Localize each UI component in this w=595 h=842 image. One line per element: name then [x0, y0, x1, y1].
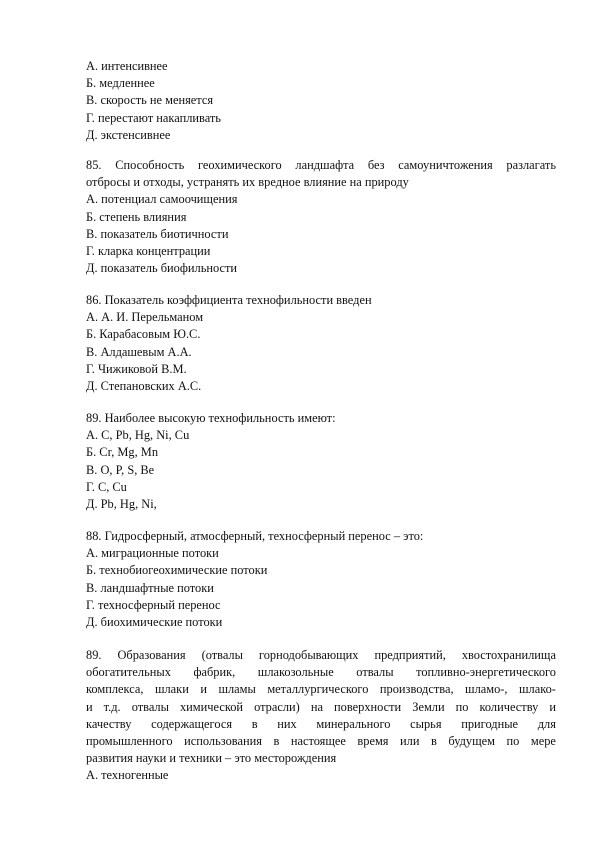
answer-option: Б. технобиогеохимические потоки [86, 563, 268, 578]
word: них [277, 716, 297, 731]
question-text: отбросы и отходы, устранять их вредное влияние на природу [86, 175, 409, 190]
word: т.д. [103, 699, 121, 714]
word: топливно-энергетического [416, 665, 556, 680]
word: (отвалы [201, 648, 243, 662]
answer-option: А. интенсивнее [86, 59, 168, 73]
word: ландшафта [295, 158, 355, 172]
word: или [400, 733, 420, 748]
word: Способность [115, 158, 185, 172]
word: шламо-, [465, 682, 508, 697]
word: время [357, 733, 389, 748]
word: горнодобывающих [258, 648, 359, 662]
word: предприятий, [374, 648, 446, 662]
answer-option: Б. степень влияния [86, 209, 187, 224]
word: без [367, 158, 385, 172]
answer-option: Б. медленнее [86, 76, 155, 91]
word: химической [179, 699, 244, 714]
word: мере [530, 733, 556, 748]
word: пригодные [461, 716, 519, 731]
answer-option: В. показатель биотичности [86, 226, 229, 241]
question-text: 86. Показатель коэффициента технофильности введен [86, 293, 372, 307]
word: Земли [412, 699, 445, 714]
word: Образования [117, 648, 186, 662]
q84-options [86, 58, 556, 144]
question-85 [86, 157, 556, 277]
word: отрасли) [254, 699, 300, 714]
word: разлагать [506, 158, 556, 172]
answer-option: Д. биохимические потоки [86, 614, 223, 629]
word: будущем [448, 733, 496, 748]
word: отвалы [131, 699, 169, 714]
question-text: 89. Наиболее высокую технофильность имеют: [86, 411, 336, 425]
question-text-line [86, 716, 556, 733]
answer-option: Г. Чижиковой В.М. [86, 361, 187, 376]
word: по [506, 733, 520, 748]
question-text-line: развития науки и техники – это месторождения [86, 751, 337, 766]
word: поверхности [334, 699, 402, 714]
question-text-line [86, 647, 556, 664]
word: содержащегося [151, 716, 233, 731]
question-text-line [86, 664, 556, 681]
answer-option: А. C, Pb, Hg, Ni, Cu [86, 428, 190, 443]
word: комплекса, [86, 682, 144, 697]
word: настоящее [290, 733, 346, 748]
answer-option: Д. показатель биофильности [86, 261, 238, 276]
answer-option: Г. техносферный перенос [86, 597, 221, 612]
word: сырья [410, 716, 442, 731]
word: минерального [316, 716, 391, 731]
word: использования [184, 733, 262, 748]
word: фабрик, [193, 665, 236, 680]
word: по [455, 699, 469, 714]
word: хвостохранилища [461, 648, 556, 662]
word: и [200, 682, 207, 697]
question-text-line [86, 681, 556, 698]
answer-option: Б. Cr, Mg, Mn [86, 445, 159, 460]
word: отвалы [356, 665, 394, 680]
answer-option: Г. C, Cu [86, 479, 127, 494]
word: в [251, 716, 258, 731]
answer-option: А. А. И. Перельманом [86, 310, 204, 325]
word: на [310, 699, 323, 714]
question-text-line [86, 699, 556, 716]
answer-option: А. техногенные [86, 768, 169, 783]
word: и [549, 699, 556, 714]
word: количеству [479, 699, 539, 714]
question-89-deposits [86, 647, 556, 785]
word: геохимического [198, 158, 282, 172]
word: шламы [218, 682, 256, 697]
word: в [273, 733, 280, 748]
word: шлако- [519, 682, 556, 697]
question-text-line [86, 733, 556, 750]
word: промышленного [86, 733, 173, 748]
word: шлаки [154, 682, 189, 697]
answer-option: А. миграционные потоки [86, 546, 219, 561]
answer-option: В. Алдашевым А.А. [86, 344, 192, 359]
answer-option: Д. экстенсивнее [86, 127, 171, 142]
answer-option: Г. перестают накапливать [86, 110, 221, 125]
word: шлакозольные [257, 665, 334, 680]
answer-option: В. O, P, S, Be [86, 462, 155, 477]
answer-option: Б. Карабасовым Ю.С. [86, 327, 201, 342]
word: 85. [86, 158, 102, 172]
answer-option: Д. Степановских А.С. [86, 378, 202, 393]
word: и [86, 699, 93, 714]
answer-option: В. ландшафтные потоки [86, 580, 214, 595]
question-88 [86, 528, 556, 631]
question-89-technophility [86, 410, 556, 513]
word: самоуничтожения [398, 158, 493, 172]
word: производства, [379, 682, 454, 697]
answer-option: Г. кларка концентрации [86, 243, 211, 258]
answer-option: В. скорость не меняется [86, 93, 214, 108]
question-86 [86, 292, 556, 395]
question-text: 88. Гидросферный, атмосферный, техносферный перенос – это: [86, 529, 424, 543]
word: качеству [86, 716, 132, 731]
word: для [537, 716, 556, 731]
answer-option: Д. Pb, Hg, Ni, [86, 496, 157, 511]
answer-option: А. потенциал самоочищения [86, 192, 238, 207]
word: обогатительных [86, 665, 171, 680]
word: 89. [86, 648, 102, 662]
word: металлургического [267, 682, 369, 697]
word: в [431, 733, 437, 748]
question-text [86, 157, 556, 174]
